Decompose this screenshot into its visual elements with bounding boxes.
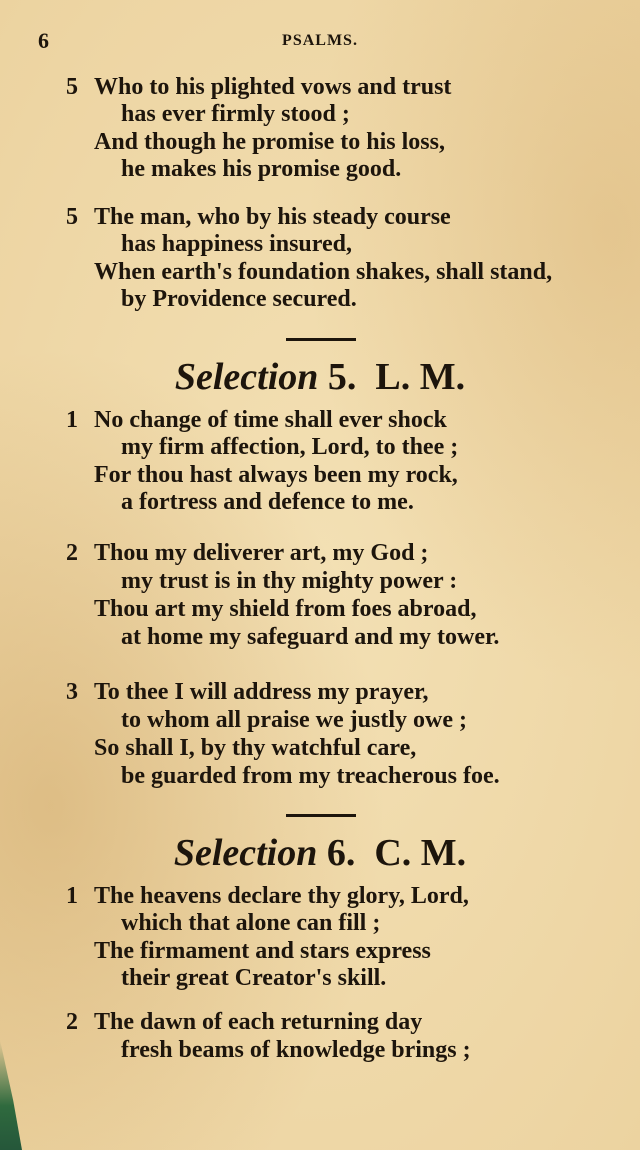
verse-line: by Providence secured. [121, 286, 357, 312]
verse-line: to whom all praise we justly owe ; [121, 707, 467, 733]
verse-line: my firm affection, Lord, to thee ; [121, 434, 459, 460]
stanza-number: 2 [66, 1009, 78, 1035]
verse-line: has ever firmly stood ; [121, 101, 350, 127]
verse-line: The dawn of each returning day [94, 1009, 423, 1035]
verse-line: The firmament and stars express [94, 938, 431, 964]
verse-line: at home my safeguard and my tower. [121, 624, 500, 650]
stanza-number: 5 [66, 74, 78, 100]
title-word: Selection [173, 832, 318, 874]
verse-line: has happiness insured, [121, 231, 352, 257]
verse-line: The man, who by his steady course [94, 204, 451, 230]
verse-line: Thou my deliverer art, my God ; [94, 540, 429, 566]
verse-line: So shall I, by thy watchful care, [94, 735, 417, 761]
verse-line: fresh beams of knowledge brings ; [121, 1037, 471, 1063]
verse-line: And though he promise to his loss, [94, 129, 445, 155]
title-number: 5. [327, 356, 357, 398]
section-divider [286, 338, 356, 341]
verse-line: he makes his promise good. [121, 156, 402, 182]
verse-line: Thou art my shield from foes abroad, [94, 596, 477, 622]
page-header [0, 28, 640, 56]
verse-line: When earth's foundation shakes, shall stand, [94, 259, 553, 285]
title-meter: C. M. [374, 832, 467, 874]
page-number: 6 [38, 28, 49, 53]
stanza-number: 5 [66, 204, 78, 230]
running-head: PSALMS. [282, 32, 358, 49]
verse-line: For thou hast always been my rock, [94, 462, 458, 488]
verse-line: To thee I will address my prayer, [94, 679, 429, 705]
section-title [0, 828, 640, 878]
title-number: 6. [326, 832, 356, 874]
verse-line: a fortress and defence to me. [121, 489, 414, 515]
verse-line: Who to his plighted vows and trust [94, 74, 452, 100]
section-title [0, 352, 640, 402]
stanza-number: 1 [66, 407, 78, 433]
verse-line: which that alone can fill ; [121, 910, 381, 936]
stanza-number: 3 [66, 679, 78, 705]
stanza-number: 2 [66, 540, 78, 566]
title-meter: L. M. [375, 356, 466, 398]
verse-line: my trust is in thy mighty power : [121, 568, 458, 594]
verse-line: The heavens declare thy glory, Lord, [94, 883, 469, 909]
title-word: Selection [174, 356, 319, 398]
verse-line: be guarded from my treacherous foe. [121, 763, 500, 789]
verse-line: No change of time shall ever shock [94, 407, 447, 433]
stanza-number: 1 [66, 883, 78, 909]
verse-line: their great Creator's skill. [121, 965, 387, 991]
section-divider [286, 814, 356, 817]
